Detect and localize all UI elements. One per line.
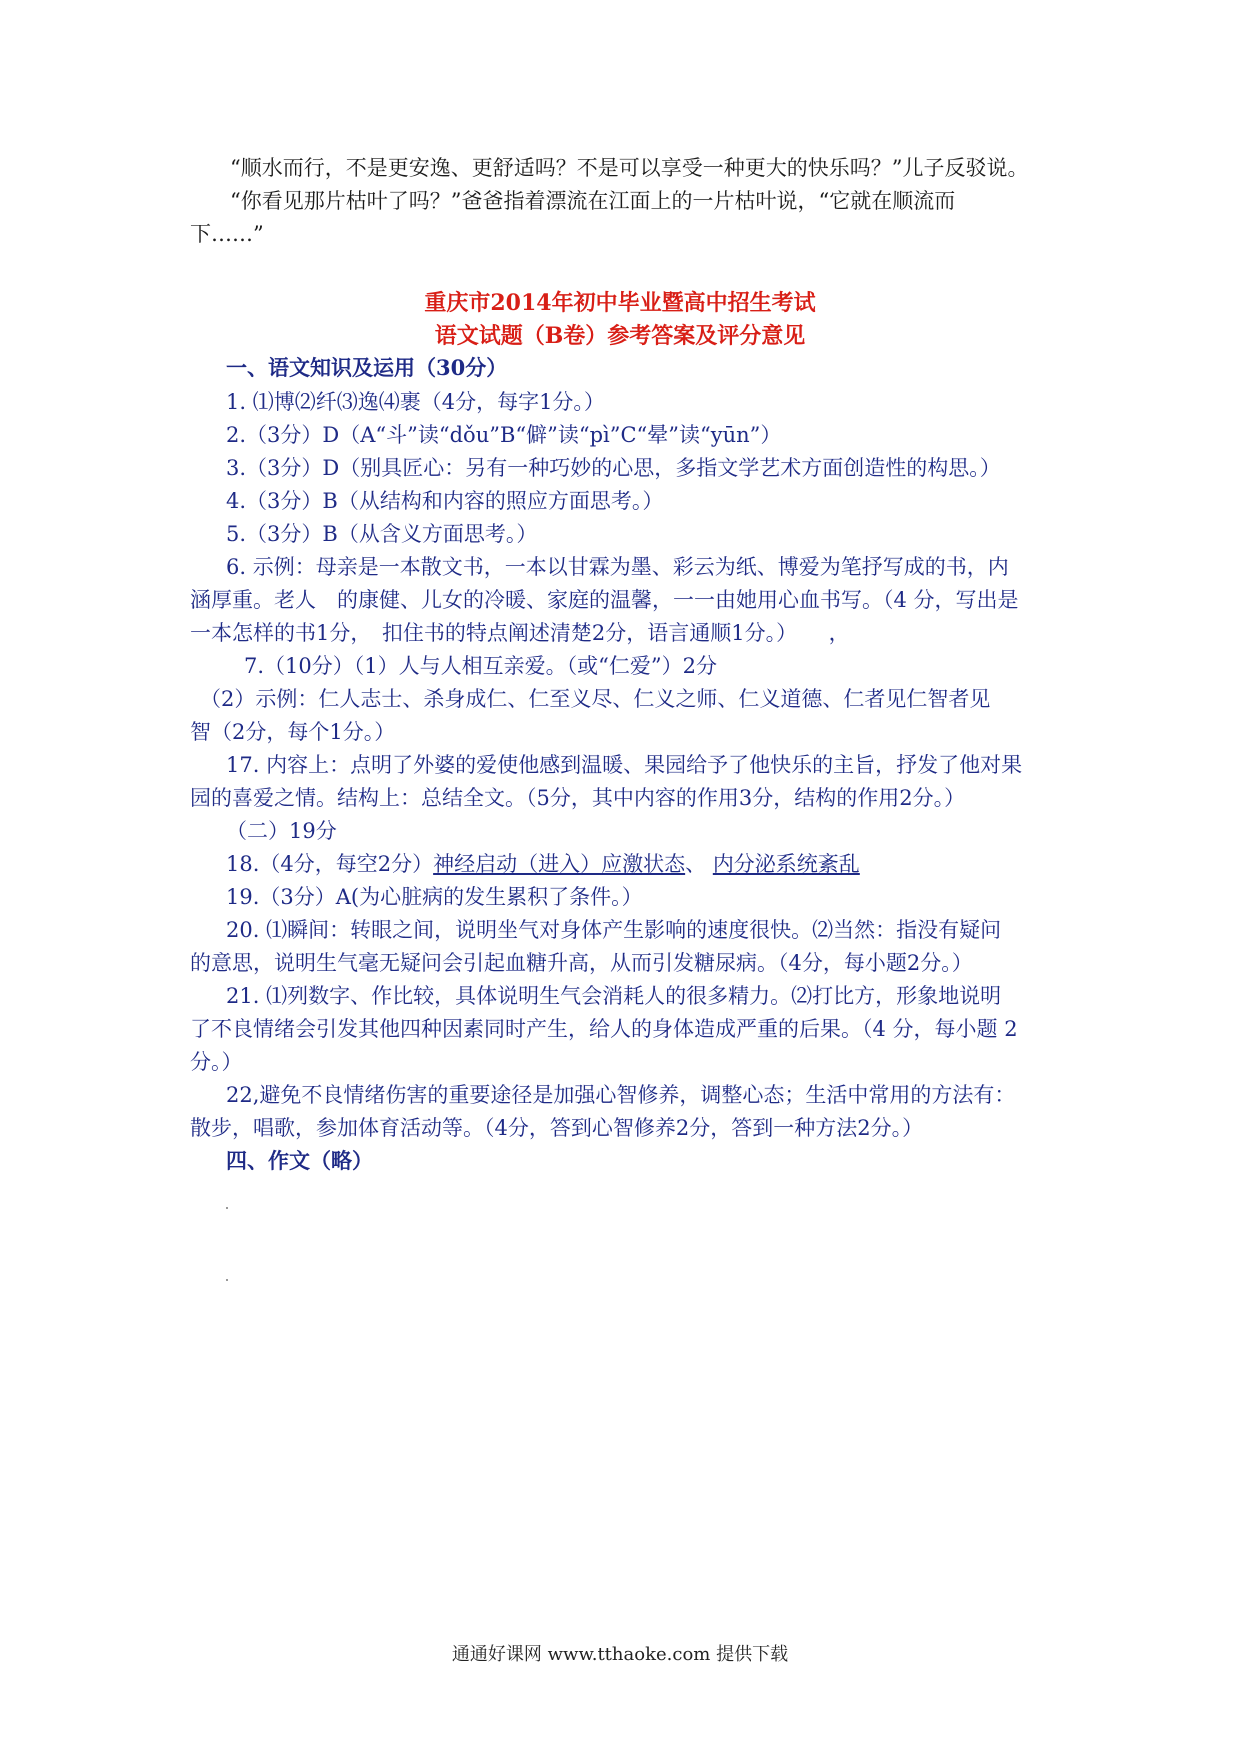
stray-dot [226,1279,228,1281]
answer-18-blank-2: 内分泌系统紊乱 [712,852,860,876]
answer-20-line-1: 20. ⑴瞬间：转眼之间，说明坐气对身体产生影响的速度很快。⑵当然：指没有疑问 [226,918,1002,942]
answer-7-line-1: 7.（10分）（1）人与人相互亲爱。（或“仁爱”）2分 [244,654,717,678]
part-2-heading: （二）19分 [226,819,337,843]
answer-6-line-1: 6. 示例：母亲是一本散文书，一本以甘霖为墨、彩云为纸、博爱为笔抒写成的书，内 [226,555,1009,579]
story-line-1: “顺水而行，不是更安逸、更舒适吗？不是可以享受一种更大的快乐吗？”儿子反驳说。 [230,156,1029,180]
answer-18-blank-1: 神经启动（进入）应激状态 [433,852,686,876]
answer-6-line-2: 涵厚重。老人 的康健、儿女的冷暖、家庭的温馨，一一由她用心血书写。（4 分，写出是 [190,588,1019,612]
story-line-3: 下……” [190,222,264,246]
answer-18-separator: 、 [685,852,713,876]
footer-download-note: 通通好课网 www.tthaoke.com 提供下载 [451,1644,789,1665]
section-1-heading: 一、语文知识及运用（30分） [226,355,508,380]
answer-6-line-3: 一本怎样的书1分， 扣住书的特点阐述清楚2分，语言通顺1分。） ， [190,621,850,645]
answer-18 [226,852,860,876]
answer-22-line-2: 散步，唱歌，参加体育活动等。（4分，答到心智修养2分，答到一种方法2分。） [190,1116,924,1140]
answer-18-prefix: 18.（4分，每空2分） [226,852,434,876]
answer-20-line-2: 的意思，说明生气毫无疑问会引起血糖升高，从而引发糖尿病。（4分，每小题2分。） [190,951,973,975]
answer-4: 4.（3分）B（从结构和内容的照应方面思考。） [226,489,664,513]
exam-title-line-2: 语文试题（B卷）参考答案及评分意见 [434,323,806,349]
answer-21-line-3: 分。） [190,1050,243,1074]
section-4-heading: 四、作文（略） [226,1148,373,1173]
story-line-2: “你看见那片枯叶了吗？”爸爸指着漂流在江面上的一片枯叶说，“它就在顺流而 [230,189,956,213]
exam-title-line-1: 重庆市2014年初中毕业暨高中招生考试 [424,290,816,316]
stray-dot [226,1207,228,1209]
answer-1: 1. ⑴博⑵纤⑶逸⑷裹（4分，每字1分。） [226,390,605,414]
answer-19: 19.（3分）A(为心脏病的发生累积了条件。） [226,885,643,909]
answer-22-line-1: 22,避免不良情绪伤害的重要途径是加强心智修养，调整心态；生活中常用的方法有： [226,1083,1016,1107]
answer-2: 2.（3分）D（A“斗”读“dǒu”B“僻”读“pì”C“晕”读“yūn”） [226,423,782,447]
answer-21-line-2: 了不良情绪会引发其他四种因素同时产生，给人的身体造成严重的后果。（4 分，每小题 2 [190,1017,1018,1041]
answer-7-line-2: （2）示例：仁人志士、杀身成仁、仁至义尽、仁义之师、仁义道德、仁者见仁智者见 [200,687,991,711]
answer-5: 5.（3分）B（从含义方面思考。） [226,522,538,546]
answer-17-line-2: 园的喜爱之情。结构上：总结全文。（5分，其中内容的作用3分，结构的作用2分。） [190,786,966,810]
answer-3: 3.（3分）D（别具匠心：另有一种巧妙的心思，多指文学艺术方面创造性的构思。） [226,456,1001,480]
answer-21-line-1: 21. ⑴列数字、作比较，具体说明生气会消耗人的很多精力。⑵打比方，形象地说明 [226,984,1002,1008]
answer-7-line-3: 智（2分，每个1分。） [190,720,396,744]
answer-17-line-1: 17. 内容上：点明了外婆的爱使他感到温暖、果园给予了他快乐的主旨，抒发了他对果 [226,753,1023,777]
